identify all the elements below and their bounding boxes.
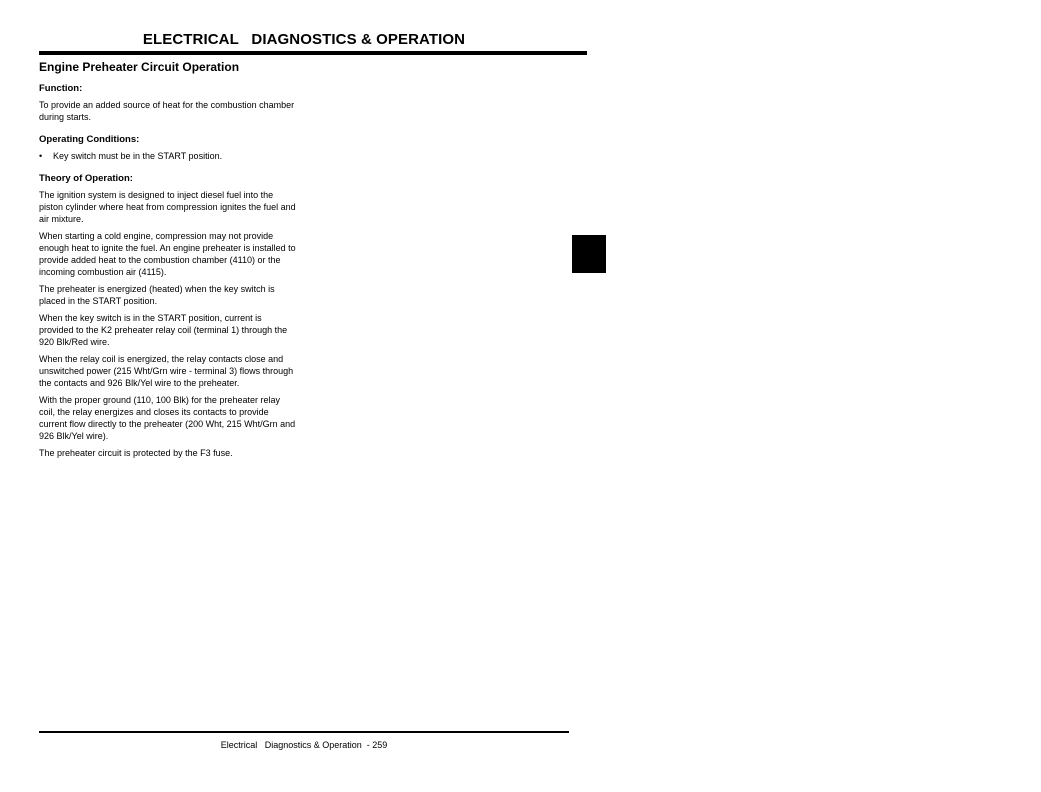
- theory-paragraph: The ignition system is designed to inject diesel fuel into the piston cylinder where heat from compression ignites the fuel and air mixture.: [39, 190, 296, 224]
- theory-paragraph: With the proper ground (110, 100 Blk) for the preheater relay coil, the relay energizes and closes its contacts to provide current flow directly to the preheater (200 Wht, 215 Wht/Grn and 926 Blk/Yel wire).: [39, 395, 296, 441]
- page-footer: Electrical Diagnostics & Operation - 259: [220, 740, 388, 750]
- operating-condition-item: [39, 150, 297, 162]
- footer-rule: [39, 731, 569, 733]
- bullet-marker: •: [39, 151, 43, 161]
- operating-condition-text: Key switch must be in the START position.: [53, 151, 223, 161]
- theory-heading: Theory of Operation:: [39, 173, 133, 184]
- page-content: [39, 60, 297, 464]
- theory-paragraph: The preheater circuit is protected by the F3 fuse.: [39, 448, 233, 458]
- operating-conditions-heading: Operating Conditions:: [39, 134, 140, 145]
- section-title: Engine Preheater Circuit Operation: [39, 60, 240, 74]
- header-rule: [39, 51, 587, 55]
- section-tab-marker: [572, 235, 606, 273]
- function-heading: Function:: [39, 83, 83, 94]
- theory-paragraph: When the relay coil is energized, the relay contacts close and unswitched power (215 Wht/Grn wire - terminal 3) flows through the contacts and 926 Blk/Yel wire to the preheater.: [39, 354, 294, 388]
- theory-paragraph: The preheater is energized (heated) when the key switch is placed in the START position.: [39, 284, 275, 306]
- theory-paragraph: When starting a cold engine, compression may not provide enough heat to ignite the fuel. An engine preheater is installed to provide added heat to the combustion chamber (4110) or the incoming combustion air (4115).: [39, 231, 296, 277]
- page-header-title: ELECTRICAL DIAGNOSTICS & OPERATION: [142, 31, 466, 48]
- theory-paragraph: When the key switch is in the START position, current is provided to the K2 preheater relay coil (terminal 1) through the 920 Blk/Red wire.: [39, 313, 288, 347]
- function-text: To provide an added source of heat for the combustion chamber during starts.: [39, 100, 295, 122]
